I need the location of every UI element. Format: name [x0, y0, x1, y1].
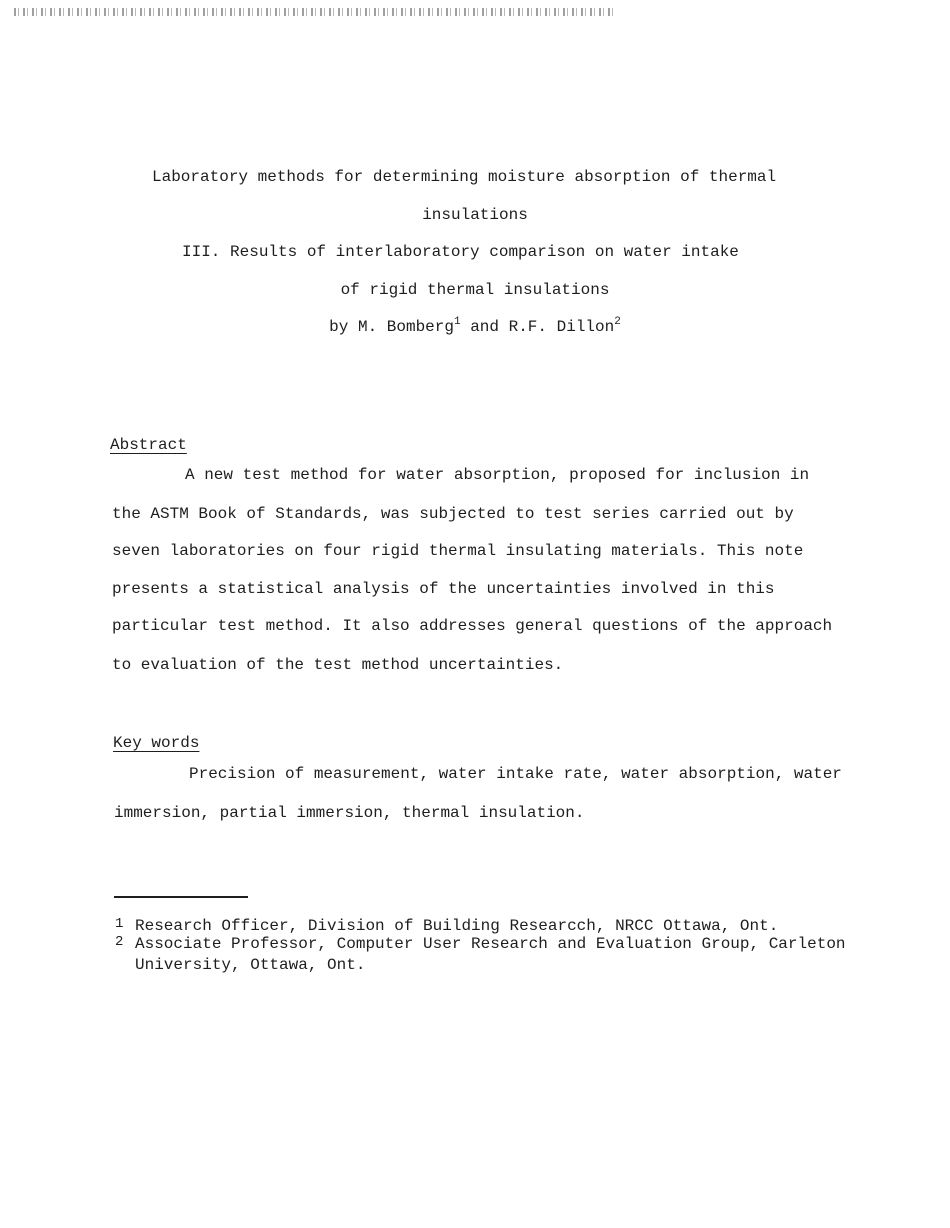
abstract-line: presents a statistical analysis of the uncertainties involved in this [112, 580, 775, 598]
abstract-line: seven laboratories on four rigid thermal insulating materials. This note [112, 542, 804, 560]
abstract-line: A new test method for water absorption, proposed for inclusion in [185, 466, 810, 484]
footnote-text: Associate Professor, Computer User Research and Evaluation Group, Carleton [135, 935, 846, 953]
footnote-rule [114, 896, 248, 898]
author2-footnote-mark: 2 [614, 316, 621, 328]
title-line-2: insulations [422, 206, 528, 224]
footnote-text: Research Officer, Division of Building Researcch, NRCC Ottawa, Ont. [135, 917, 779, 935]
author1-footnote-mark: 1 [453, 316, 461, 328]
abstract-line: particular test method. It also addresses general questions of the approach [112, 617, 833, 635]
scan-artifact [14, 8, 614, 16]
keywords-line: Precision of measurement, water intake rate, water absorption, water [189, 765, 842, 783]
abstract-heading: Abstract [110, 436, 187, 454]
subtitle-line-2: of rigid thermal insulations [340, 281, 610, 299]
byline-middle: and R.F. Dillon [460, 318, 615, 336]
keywords-line: immersion, partial immersion, thermal insulation. [114, 804, 585, 822]
footnote-number: 1 [115, 916, 124, 932]
byline-prefix: by M. Bomberg [329, 318, 454, 336]
byline [0, 318, 950, 336]
abstract-line: to evaluation of the test method uncertainties. [112, 656, 564, 674]
abstract-line: the ASTM Book of Standards, was subjected to test series carried out by [112, 505, 794, 523]
footnote-number: 2 [115, 934, 124, 950]
subtitle-line-1: III. Results of interlaboratory comparison on water intake [182, 243, 739, 261]
footnote-text: University, Ottawa, Ont. [135, 956, 366, 974]
keywords-heading: Key words [113, 734, 200, 752]
title-line-1: Laboratory methods for determining moisture absorption of thermal [152, 168, 777, 186]
